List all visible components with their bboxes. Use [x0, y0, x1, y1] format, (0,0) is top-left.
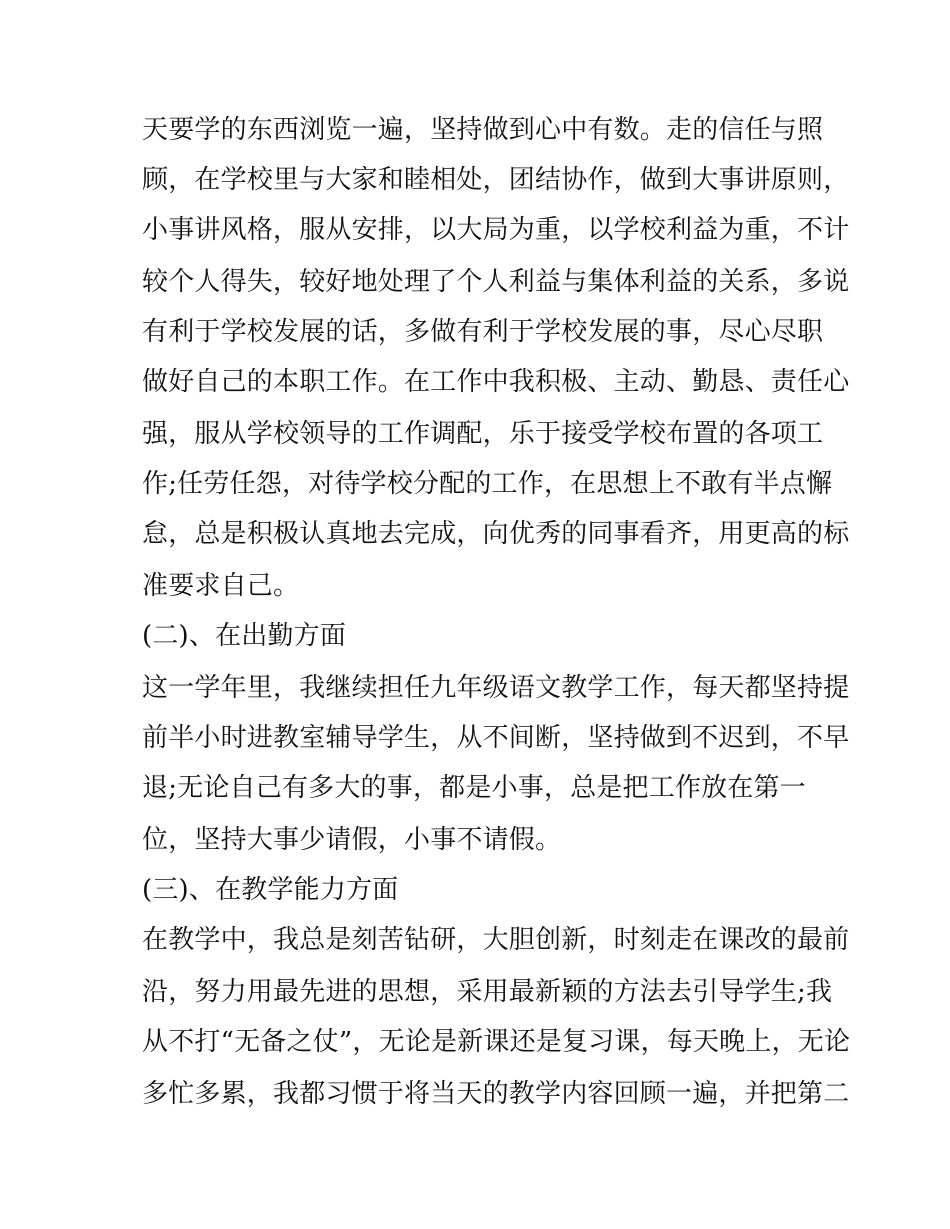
text-line: 怠，总是积极认真地去完成，向优秀的同事看齐，用更高的标 — [142, 519, 850, 549]
text-line: 在教学中，我总是刻苦钻研，大胆创新，时刻走在课改的最前 — [142, 925, 850, 955]
text-line: 退;无论自己有多大的事，都是小事，总是把工作放在第一 — [142, 773, 806, 803]
text-line: 有利于学校发展的话，多做有利于学校发展的事，尽心尽职 — [142, 317, 824, 347]
section-heading: (三)、在教学能力方面 — [142, 875, 399, 905]
text-line: 顾，在学校里与大家和睦相处，团结协作，做到大事讲原则， — [142, 165, 850, 195]
text-line: 准要求自己。 — [142, 571, 300, 601]
text-line: 前半小时进教室辅导学生，从不间断，坚持做到不迟到，不早 — [142, 723, 850, 753]
text-line: 做好自己的本职工作。在工作中我积极、主动、勤恳、责任心 — [142, 367, 850, 397]
text-line: 作;任劳任怨，对待学校分配的工作，在思想上不敢有半点懈 — [142, 469, 833, 499]
section-heading: (二)、在出勤方面 — [142, 621, 347, 651]
text-line: 多忙多累，我都习惯于将当天的教学内容回顾一遍，并把第二 — [142, 1079, 850, 1109]
text-line: 天要学的东西浏览一遍，坚持做到心中有数。走的信任与照 — [142, 115, 824, 145]
text-line: 小事讲风格，服从安排，以大局为重，以学校利益为重，不计 — [142, 215, 850, 245]
text-line: 从不打“无备之仗”，无论是新课还是复习课，每天晚上，无论 — [142, 1027, 851, 1057]
text-line: 强，服从学校领导的工作调配，乐于接受学校布置的各项工 — [142, 419, 824, 449]
text-line: 位，坚持大事少请假，小事不请假。 — [142, 825, 562, 855]
text-line: 这一学年里，我继续担任九年级语文教学工作，每天都坚持提 — [142, 673, 850, 703]
text-line: 较个人得失，较好地处理了个人利益与集体利益的关系，多说 — [142, 267, 850, 297]
text-line: 沿，努力用最先进的思想，采用最新颖的方法去引导学生;我 — [142, 977, 833, 1007]
